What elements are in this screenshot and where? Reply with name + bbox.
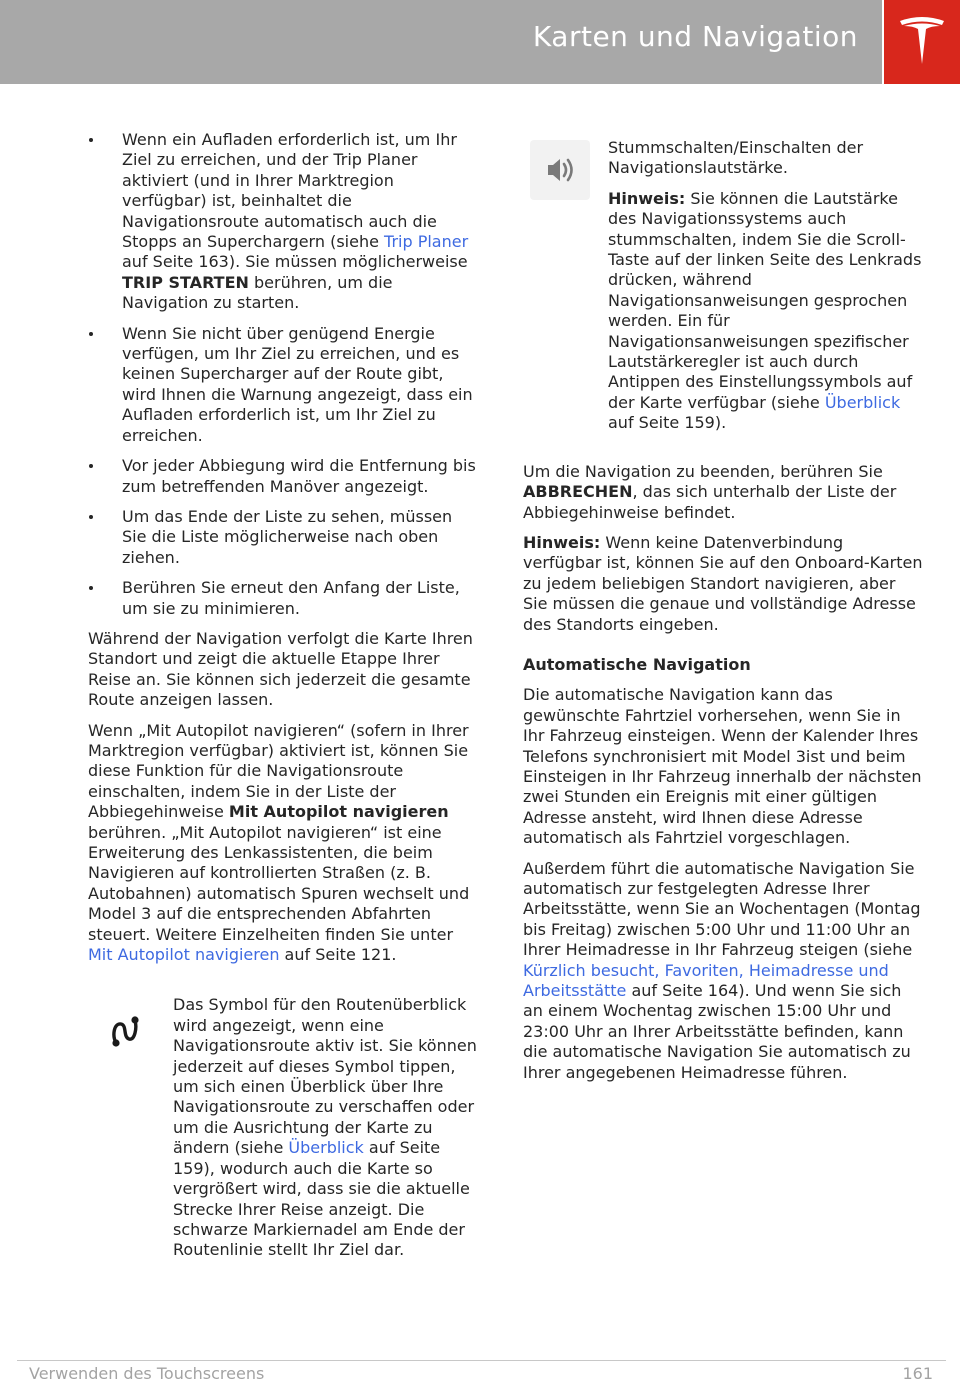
brand-logo-box bbox=[884, 0, 960, 84]
trip-planer-link[interactable]: Trip Planer bbox=[384, 232, 469, 252]
paragraph-auto-nav-1: Die automatische Navigation kann das gewünschte Fahrtziel vorhersehen, wenn Sie in Ihr Fahrzeug einsteigen. Wenn der Kalender Ihres Telefons synchronisiert mit Model 3ist und beim Einsteigen in Ihr Fahrzeug innerhalb der nächsten zwei Stunden ein Ereignis mit einer gültigen Adresse ansteht, wird Ihnen diese Adresse automatisch als Fahrtziel vorgeschlagen. bbox=[523, 685, 922, 848]
footer-section: Verwenden des Touchscreens bbox=[29, 1364, 265, 1383]
left-column bbox=[88, 130, 480, 1261]
page-number: 161 bbox=[902, 1364, 933, 1383]
volume-icon bbox=[530, 140, 590, 205]
page-title: Karten und Navigation bbox=[532, 20, 858, 53]
volume-note: Hinweis: Sie können die Lautstärke des Navigationssystems auch stummschalten, indem Sie die Scroll-Taste auf der linken Seite des Lenkrads drücken, während Navigationsanweisungen gesprochen werden. Ein für Navigationsanweisungen spezifischer Lautstärkeregler ist auch durch Antippen des Einstellungssymbols auf der Karte verfügbar (siehe Überblick auf Seite 159). bbox=[608, 188, 922, 433]
list-item: Vor jeder Abbiegung wird die Entfernung bis zum betreffenden Manöver angezeigt. bbox=[88, 456, 480, 497]
paragraph-navigation-tracking: Während der Navigation verfolgt die Karte Ihren Standort und zeigt die aktuelle Etappe Ihrer Reise an. Sie können sich jederzeit die gesamte Route anzeigen lassen. bbox=[88, 628, 473, 710]
list-item: Berühren Sie erneut den Anfang der Liste, um sie zu minimieren. bbox=[88, 578, 480, 619]
favorites-link[interactable]: Kürzlich besucht, Favoriten, Heimadresse und Arbeitsstätte bbox=[523, 960, 889, 1001]
volume-description: Stummschalten/Einschalten der Navigationslautstärke. bbox=[608, 138, 864, 178]
route-overview-block bbox=[88, 995, 480, 1260]
ueberblick-link-2[interactable]: Überblick bbox=[824, 392, 901, 412]
list-item: Wenn ein Aufladen erforderlich ist, um Ihr Ziel zu erreichen, und der Trip Planer aktiviert (und in Ihrer Marktregion verfügbar) ist, beinhaltet die Navigationsroute automatisch auch die Stopps an Superchargern (siehe Trip Planer auf Seite 163). Sie müssen möglicherweise TRIP STARTEN berühren, um die Navigation zu starten. bbox=[88, 130, 480, 314]
header-bar bbox=[0, 0, 882, 84]
tesla-logo-icon bbox=[898, 14, 946, 70]
paragraph-cancel: Um die Navigation zu beenden, berühren Sie ABBRECHEN, das sich unterhalb der Liste der Abbiegehinweise befindet. bbox=[523, 461, 897, 522]
bullet-list bbox=[88, 130, 480, 619]
volume-block bbox=[523, 138, 923, 434]
route-overview-icon bbox=[109, 1015, 141, 1054]
note-offline: Hinweis: Wenn keine Datenverbindung verfügbar ist, können Sie auf den Onboard-Karten zu jedem beliebigen Standort navigieren, aber Sie müssen die genaue und vollständige Adresse des Standorts eingeben. bbox=[523, 532, 923, 634]
footer-divider bbox=[17, 1360, 946, 1361]
list-item: Um das Ende der Liste zu sehen, müssen Sie die Liste möglicherweise nach oben ziehen. bbox=[88, 507, 480, 568]
route-overview-description: Das Symbol für den Routenüberblick wird angezeigt, wenn eine Navigationsroute aktiv ist. Sie können jederzeit auf dieses Symbol tippen, um sich einen Überblick über Ihre Navigationsroute zu verschaffen oder um die Ausrichtung der Karte zu ändern (siehe Überblick auf Seite 159), wodurch auch die Karte so vergrößert wird, dass sie die aktuelle Strecke Ihrer Reise anzeigt. Die schwarze Markiernadel am Ende der Routenlinie stellt Ihr Ziel dar. bbox=[173, 995, 477, 1260]
section-heading-auto-nav: Automatische Navigation bbox=[523, 654, 751, 674]
paragraph-auto-nav-2: Außerdem führt die automatische Navigation Sie automatisch zur festgelegten Adresse Ihrer Arbeitsstätte, wenn Sie an Wochentagen (Montag bis Freitag) zwischen 5:00 Uhr und 11:00 Uhr an Ihrer Heimadresse in Ihr Fahrzeug steigen (siehe Kürzlich besucht, Favoriten, Heimadresse und Arbeitsstätte auf Seite 164). Und wenn Sie sich an einem Wochentag zwischen 15:00 Uhr und 23:00 Uhr an Ihrer Arbeitsstätte befinden, kann die automatische Navigation Sie automatisch zu Ihrer angegebenen Heimadresse führen. bbox=[523, 858, 921, 1082]
paragraph-autopilot: Wenn „Mit Autopilot navigieren“ (sofern in Ihrer Marktregion verfügbar) aktiviert ist, können Sie diese Funktion für die Navigationsroute einschalten, indem Sie in der Liste der Abbiegehinweise Mit Autopilot navigieren berühren. „Mit Autopilot navigieren“ ist eine Erweiterung des Lenkassistenten, die beim Navigieren auf kontrollierten Straßen (z. B. Autobahnen) automatisch Spuren wechselt und Model 3 auf die entsprechenden Abfahrten steuert. Weitere Einzelheiten finden Sie unter Mit Autopilot navigieren auf Seite 121. bbox=[88, 720, 470, 965]
right-column bbox=[523, 130, 923, 1093]
ueberblick-link[interactable]: Überblick bbox=[288, 1138, 364, 1158]
autopilot-link[interactable]: Mit Autopilot navigieren bbox=[88, 945, 280, 965]
list-item: Wenn Sie nicht über genügend Energie verfügen, um Ihr Ziel zu erreichen, und es keinen Supercharger auf der Route gibt, wird Ihnen die Warnung angezeigt, dass ein Aufladen erforderlich ist, um Ihr Ziel zu erreichen. bbox=[88, 324, 480, 446]
